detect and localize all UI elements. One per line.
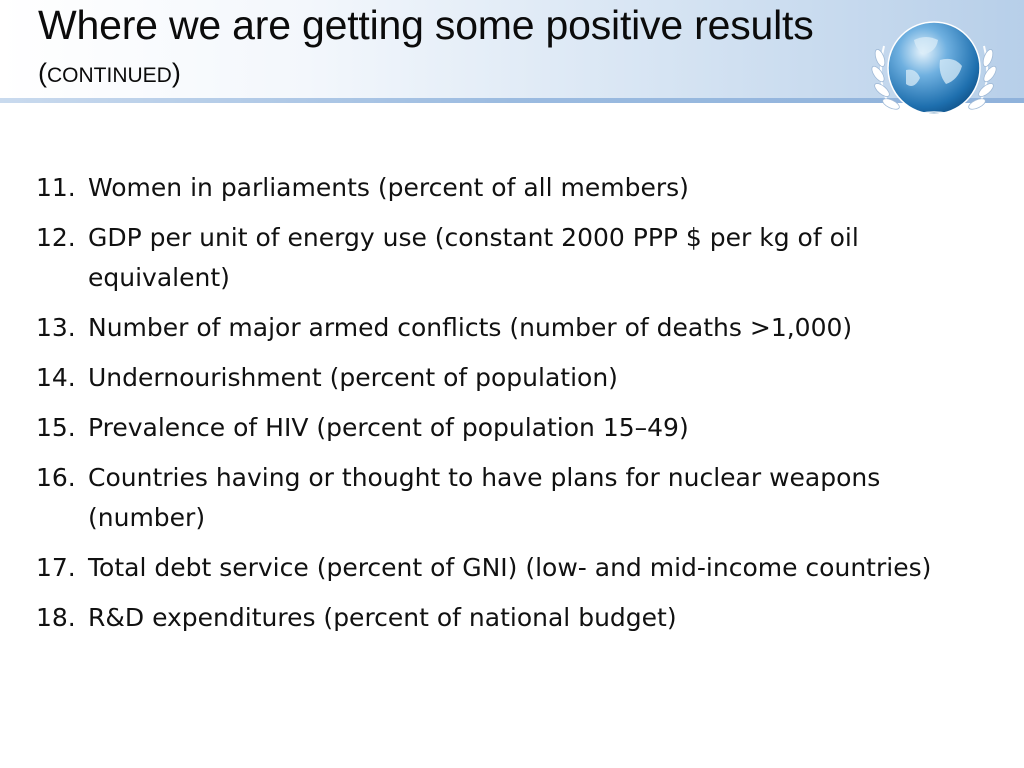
list-item-number: 18. [36, 603, 76, 632]
slide-title: Where we are getting some positive results [38, 2, 814, 48]
list-item-text: GDP per unit of energy use (constant 2000 PPP $ per kg of oil equivalent) [88, 223, 859, 292]
list-item-number: 14. [36, 363, 76, 392]
list-item-number: 11. [36, 173, 76, 202]
list-item [36, 358, 996, 398]
list-item-text: Undernourishment (percent of population) [88, 363, 618, 392]
list-item-number: 13. [36, 313, 76, 342]
list-item [36, 308, 996, 348]
list-item-text: Countries having or thought to have plans for nuclear weapons (number) [88, 463, 881, 532]
list-item [36, 218, 996, 298]
subtitle-close-paren: ) [171, 58, 181, 88]
globe-laurel-emblem-icon [866, 10, 1002, 134]
subtitle-text: CONTINUED [47, 64, 172, 87]
list-item [36, 598, 996, 638]
list-item [36, 458, 996, 538]
subtitle-open-paren: ( [38, 58, 47, 88]
list-item-number: 16. [36, 463, 76, 492]
list-item [36, 548, 996, 588]
list-item [36, 168, 996, 208]
slide-subtitle [38, 58, 181, 89]
list-item-text: Women in parliaments (percent of all members) [88, 173, 689, 202]
list-item-text: R&D expenditures (percent of national budget) [88, 603, 677, 632]
list-item-number: 15. [36, 413, 76, 442]
list-item-number: 12. [36, 223, 76, 252]
list-item-number: 17. [36, 553, 76, 582]
list-item [36, 408, 996, 448]
list-item-text: Prevalence of HIV (percent of population 15–49) [88, 413, 689, 442]
indicator-list [36, 168, 996, 648]
list-item-text: Number of major armed conflicts (number of deaths >1,000) [88, 313, 853, 342]
list-item-text: Total debt service (percent of GNI) (low- and mid-income countries) [88, 553, 932, 582]
